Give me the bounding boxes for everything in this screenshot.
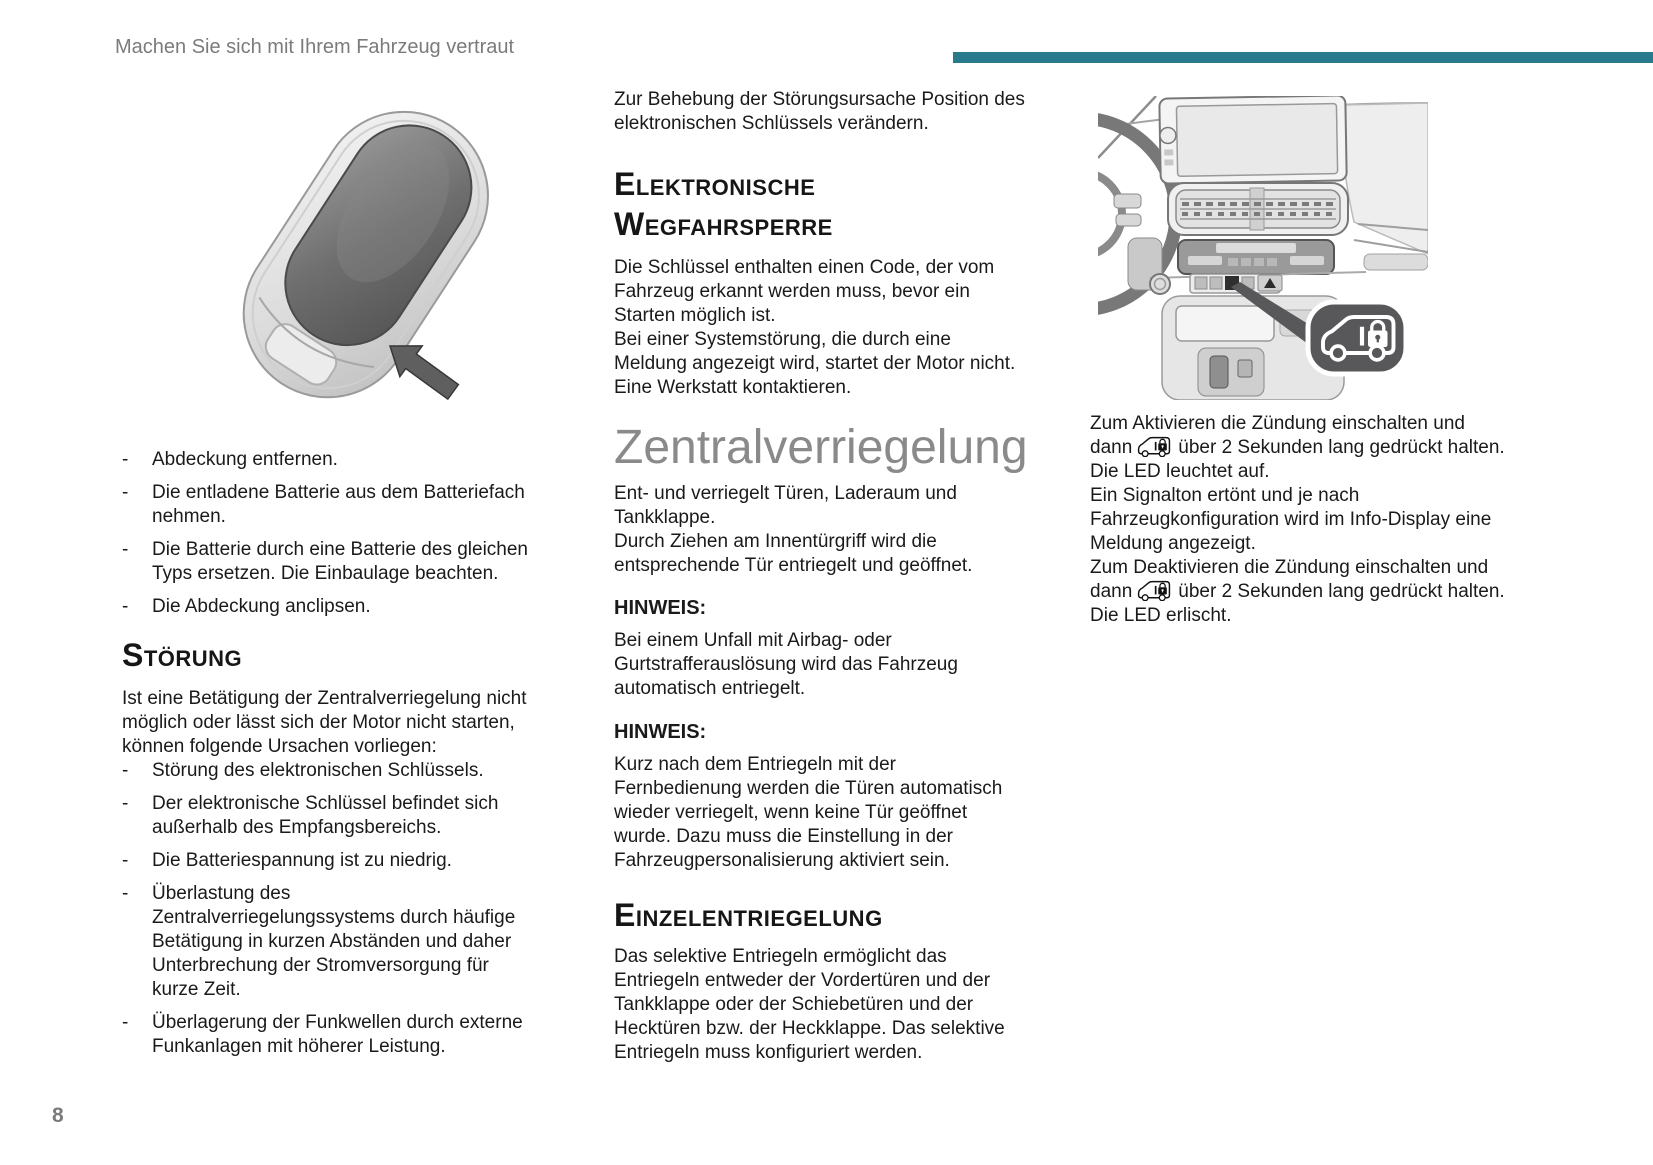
paragraph: Bei einer Systemstörung, die durch eine Meldung angezeigt wird, startet der Motor nicht. xyxy=(614,329,1016,374)
battery-step-item: - Die entladene Batterie aus dem Batteriefach nehmen. xyxy=(152,481,530,529)
einzelentriegelung-heading: Einzelentriegelung xyxy=(614,897,883,933)
cause-item: - Überlastung des Zentralverriegelungssystems durch häufige Betätigung in kurzen Abständen und daher Unterbrechung der Stromversorgung für kurze Zeit. xyxy=(152,882,530,1002)
dashboard-illustration xyxy=(1098,96,1428,400)
einzelentriegelung-body: Das selektive Entriegeln ermöglicht das Entriegeln entweder der Vordertüren und der Tankklappe oder der Schiebetüren und der Hecktüren bzw. der Heckklappe. Das selektive Entriegeln muss konfiguriert werden. xyxy=(614,946,1005,1063)
accent-bar xyxy=(953,52,1653,63)
left-column xyxy=(122,448,530,1068)
battery-step-item: - Die Abdeckung anclipsen. xyxy=(152,595,530,619)
activate-text-before: Zum Aktivieren die Zündung einschalten und dann xyxy=(1090,413,1465,458)
activate-instruction xyxy=(1090,412,1505,484)
deactivate-instruction xyxy=(1090,556,1505,628)
van-lock-icon xyxy=(1137,436,1173,457)
storung-intro: Ist eine Betätigung der Zentralverriegelung nicht möglich oder lässt sich der Motor nicht starten, können folgende Ursachen vorliegen: xyxy=(122,688,527,757)
hinweis-label: HINWEIS: xyxy=(614,721,707,743)
van-lock-icon xyxy=(1137,580,1173,601)
activate-text-after: über 2 Sekunden lang gedrückt halten. Die LED leuchtet auf. xyxy=(1090,437,1505,482)
storung-heading: Störung xyxy=(122,637,243,673)
battery-step-item: - Abdeckung entfernen. xyxy=(152,448,530,472)
hinweis1-text: Bei einem Unfall mit Airbag- oder Gurtstrafferauslösung wird das Fahrzeug automatisch entriegelt. xyxy=(614,630,958,699)
paragraph: Eine Werkstatt kontaktieren. xyxy=(614,377,852,398)
cause-item: - Überlagerung der Funkwellen durch externe Funkanlagen mit höherer Leistung. xyxy=(152,1011,530,1059)
paragraph: Die Schlüssel enthalten einen Code, der vom Fahrzeug erkannt werden muss, bevor ein Starten möglich ist. xyxy=(614,257,995,326)
cause-item: - Störung des elektronischen Schlüssels. xyxy=(152,759,530,783)
zentralverriegelung-body xyxy=(614,482,1026,578)
signal-note: Ein Signalton ertönt und je nach Fahrzeugkonfiguration wird im Info-Display eine Meldung angezeigt. xyxy=(1090,485,1492,554)
wegfahrsperre-heading: Elektronische Wegfahrsperre xyxy=(614,166,833,242)
paragraph: Ent- und verriegelt Türen, Laderaum und Tankklappe. xyxy=(614,483,957,528)
middle-column xyxy=(614,88,1026,1065)
troubleshoot-note: Zur Behebung der Störungsursache Position des elektronischen Schlüssels verändern. xyxy=(614,89,1025,134)
paragraph: Durch Ziehen am Innentürgriff wird die entsprechende Tür entriegelt und geöffnet. xyxy=(614,531,973,576)
dashboard-figure xyxy=(1098,96,1428,400)
deactivate-text-after: über 2 Sekunden lang gedrückt halten. Die LED erlischt. xyxy=(1090,581,1505,626)
cause-item: - Der elektronische Schlüssel befindet sich außerhalb des Empfangsbereichs. xyxy=(152,792,530,840)
storung-causes-list xyxy=(122,759,530,1059)
zentralverriegelung-heading: Zentralverriegelung xyxy=(614,421,1028,474)
wegfahrsperre-body xyxy=(614,256,1026,400)
page-number: 8 xyxy=(52,1104,64,1127)
battery-step-item: - Die Batterie durch eine Batterie des gleichen Typs ersetzen. Die Einbaulage beachten. xyxy=(152,538,530,586)
right-column xyxy=(1090,412,1505,628)
cause-item: - Die Batteriespannung ist zu niedrig. xyxy=(152,849,530,873)
hinweis-label: HINWEIS: xyxy=(614,597,707,619)
page-header-title: Machen Sie sich mit Ihrem Fahrzeug vertraut xyxy=(115,36,515,58)
key-fob-figure xyxy=(150,86,570,426)
key-fob-illustration xyxy=(150,86,570,426)
battery-steps-list xyxy=(122,448,530,619)
hinweis2-text: Kurz nach dem Entriegeln mit der Fernbedienung werden die Türen automatisch wieder verriegelt, wenn keine Tür geöffnet wurde. Dazu muss die Einstellung in der Fahrzeugpersonalisierung aktiviert sein. xyxy=(614,754,1003,871)
deactivate-text-before: Zum Deaktivieren die Zündung einschalten und dann xyxy=(1090,557,1489,602)
